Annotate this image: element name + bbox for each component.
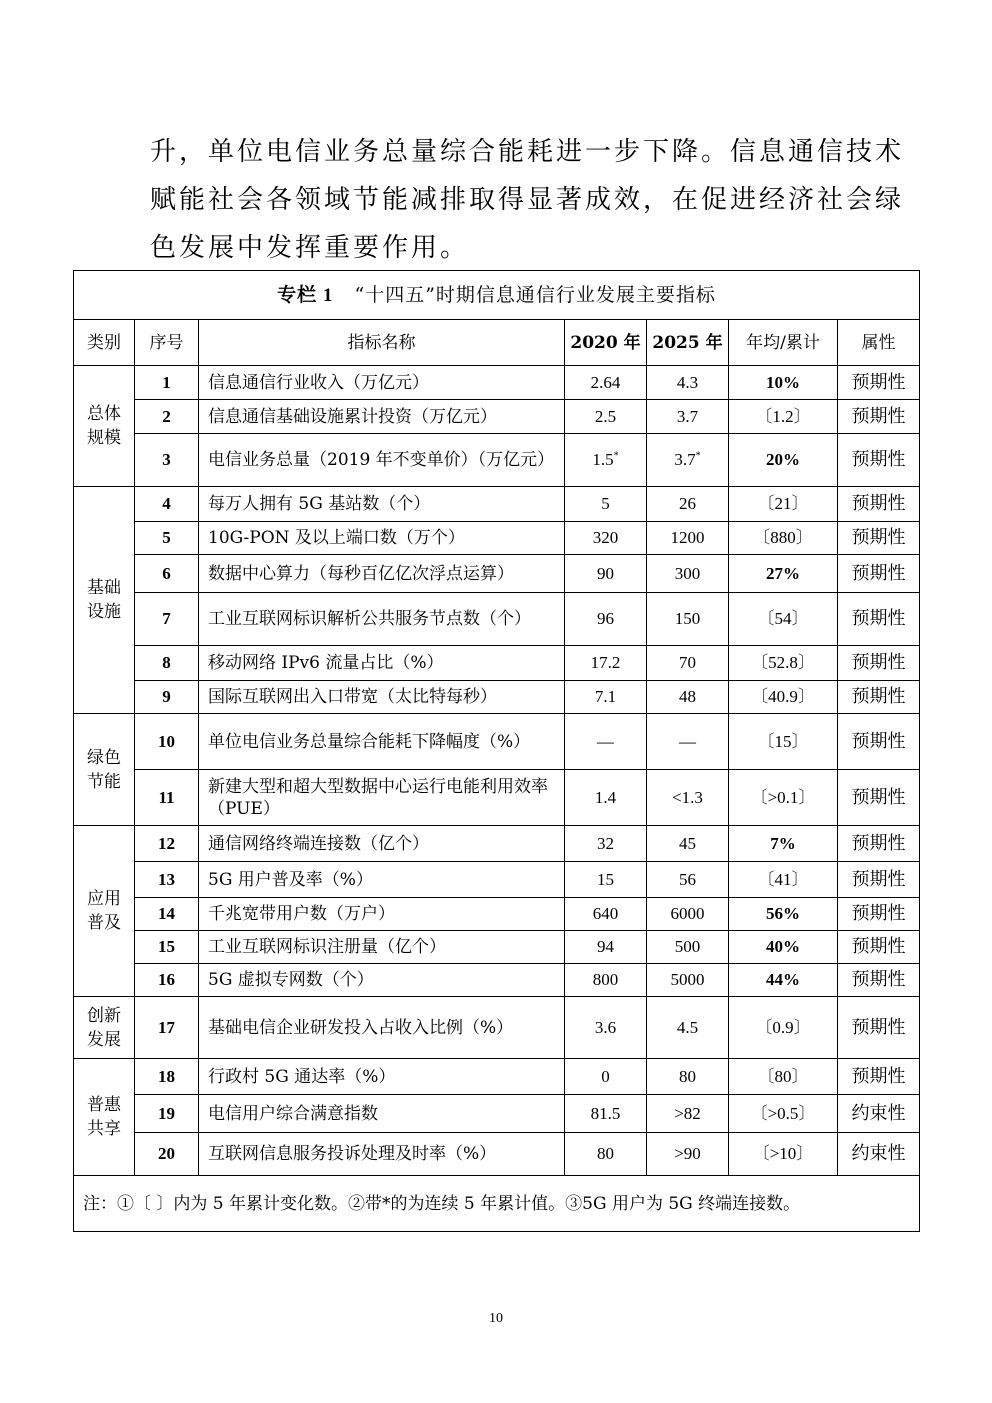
value-2025-cell: 3.7* <box>647 434 729 487</box>
attribute-cell: 预期性 <box>838 898 920 931</box>
average-cell: 10% <box>729 366 838 400</box>
star-marker: * <box>695 450 701 462</box>
value-2025-cell: 70 <box>647 646 729 681</box>
value-2020-cell: 15 <box>565 862 647 898</box>
table-row <box>74 997 920 1059</box>
value-2020-cell: 800 <box>565 964 647 997</box>
table-row <box>74 487 920 522</box>
category-cell: 总体 规模 <box>74 366 135 487</box>
value-2025-cell: 26 <box>647 487 729 522</box>
category-cell: 基础 设施 <box>74 487 135 714</box>
attribute-cell: 预期性 <box>838 593 920 646</box>
value-2020-cell: 94 <box>565 931 647 964</box>
value-2025-cell: 4.3 <box>647 366 729 400</box>
value-2025-cell: 500 <box>647 931 729 964</box>
value-2025-cell: 3.7 <box>647 400 729 434</box>
attribute-cell: 预期性 <box>838 1059 920 1095</box>
index-cell: 18 <box>135 1059 199 1095</box>
index-cell: 15 <box>135 931 199 964</box>
index-cell: 6 <box>135 555 199 593</box>
index-cell: 3 <box>135 434 199 487</box>
index-cell: 5 <box>135 522 199 555</box>
table-row <box>74 1059 920 1095</box>
header-2020: 2020 年 <box>565 320 647 366</box>
paragraph-line: 升，单位电信业务总量综合能耗进一步下降。信息通信技术 <box>150 137 905 167</box>
average-cell: 〔1.2〕 <box>729 400 838 434</box>
value-2025-cell: 150 <box>647 593 729 646</box>
indicator-name-cell: 工业互联网标识注册量（亿个） <box>199 931 565 964</box>
attribute-cell: 预期性 <box>838 400 920 434</box>
value-2025-cell: 80 <box>647 1059 729 1095</box>
value-2020-cell: 17.2 <box>565 646 647 681</box>
average-cell: 〔>10〕 <box>729 1133 838 1176</box>
value-2020-cell: 0 <box>565 1059 647 1095</box>
attribute-cell: 预期性 <box>838 964 920 997</box>
table-row <box>74 555 920 593</box>
average-cell: 27% <box>729 555 838 593</box>
table-row <box>74 1095 920 1133</box>
table-row <box>74 681 920 714</box>
indicator-name-cell: 数据中心算力（每秒百亿亿次浮点运算） <box>199 555 565 593</box>
value-2020-cell: 2.64 <box>565 366 647 400</box>
table-title-text: “十四五”时期信息通信行业发展主要指标 <box>354 283 716 306</box>
attribute-cell: 预期性 <box>838 931 920 964</box>
indicator-name-cell: 5G 用户普及率（%） <box>199 862 565 898</box>
paragraph-line: 色发展中发挥重要作用。 <box>150 233 470 263</box>
value-2025-cell: 6000 <box>647 898 729 931</box>
indicator-name-cell: 新建大型和超大型数据中心运行电能利用效率（PUE） <box>199 770 565 826</box>
value-2020-cell: 5 <box>565 487 647 522</box>
table-row <box>74 1133 920 1176</box>
table-title-prefix: 专栏 1 <box>277 284 334 306</box>
index-cell: 2 <box>135 400 199 434</box>
table-row <box>74 366 920 400</box>
average-cell: 7% <box>729 826 838 862</box>
indicator-name-cell: 千兆宽带用户数（万户） <box>199 898 565 931</box>
average-cell: 〔80〕 <box>729 1059 838 1095</box>
attribute-cell: 预期性 <box>838 714 920 770</box>
table-row <box>74 826 920 862</box>
body-paragraph <box>150 128 905 272</box>
indicator-name-cell: 单位电信业务总量综合能耗下降幅度（%） <box>199 714 565 770</box>
value-2025-cell: 4.5 <box>647 997 729 1059</box>
attribute-cell: 预期性 <box>838 555 920 593</box>
indicator-name-cell: 国际互联网出入口带宽（太比特每秒） <box>199 681 565 714</box>
average-cell: 56% <box>729 898 838 931</box>
category-cell: 创新 发展 <box>74 997 135 1059</box>
value-2020-cell: 640 <box>565 898 647 931</box>
value-2020-cell: 7.1 <box>565 681 647 714</box>
table-row <box>74 646 920 681</box>
value-2020-cell: — <box>565 714 647 770</box>
value-2020-cell: 96 <box>565 593 647 646</box>
index-cell: 7 <box>135 593 199 646</box>
average-cell: 〔21〕 <box>729 487 838 522</box>
average-cell: 〔15〕 <box>729 714 838 770</box>
value-2025-cell: 1200 <box>647 522 729 555</box>
index-cell: 10 <box>135 714 199 770</box>
header-index: 序号 <box>135 320 199 366</box>
value-2020-cell: 32 <box>565 826 647 862</box>
value-2020-cell: 3.6 <box>565 997 647 1059</box>
page-number: 10 <box>489 1311 503 1326</box>
value-2025-cell: >90 <box>647 1133 729 1176</box>
attribute-cell: 预期性 <box>838 826 920 862</box>
index-cell: 13 <box>135 862 199 898</box>
value-2025-cell: 45 <box>647 826 729 862</box>
header-attribute: 属性 <box>838 320 920 366</box>
category-cell: 普惠 共享 <box>74 1059 135 1176</box>
attribute-cell: 预期性 <box>838 646 920 681</box>
index-cell: 19 <box>135 1095 199 1133</box>
indicator-name-cell: 互联网信息服务投诉处理及时率（%） <box>199 1133 565 1176</box>
index-cell: 20 <box>135 1133 199 1176</box>
value-2020-cell: 1.5* <box>565 434 647 487</box>
average-cell: 〔>0.1〕 <box>729 770 838 826</box>
header-average: 年均/累计 <box>729 320 838 366</box>
table-row <box>74 400 920 434</box>
header-category: 类别 <box>74 320 135 366</box>
table-title <box>74 271 920 320</box>
attribute-cell: 预期性 <box>838 681 920 714</box>
value-2025-cell: <1.3 <box>647 770 729 826</box>
category-cell: 绿色 节能 <box>74 714 135 826</box>
index-cell: 8 <box>135 646 199 681</box>
value-2020-cell: 80 <box>565 1133 647 1176</box>
table-row <box>74 964 920 997</box>
value-2025-cell: 56 <box>647 862 729 898</box>
value-2025-cell: >82 <box>647 1095 729 1133</box>
average-cell: 〔52.8〕 <box>729 646 838 681</box>
average-cell: 〔>0.5〕 <box>729 1095 838 1133</box>
average-cell: 〔41〕 <box>729 862 838 898</box>
indicator-name-cell: 电信业务总量（2019 年不变单价）（万亿元） <box>199 434 565 487</box>
index-cell: 16 <box>135 964 199 997</box>
indicator-name-cell: 移动网络 IPv6 流量占比（%） <box>199 646 565 681</box>
attribute-cell: 预期性 <box>838 434 920 487</box>
table-row <box>74 593 920 646</box>
attribute-cell: 约束性 <box>838 1133 920 1176</box>
attribute-cell: 预期性 <box>838 366 920 400</box>
average-cell: 〔40.9〕 <box>729 681 838 714</box>
value-2020-cell: 2.5 <box>565 400 647 434</box>
indicator-name-cell: 10G-PON 及以上端口数（万个） <box>199 522 565 555</box>
star-marker: * <box>613 450 619 462</box>
attribute-cell: 预期性 <box>838 487 920 522</box>
indicator-name-cell: 信息通信行业收入（万亿元） <box>199 366 565 400</box>
average-cell: 44% <box>729 964 838 997</box>
indicator-name-cell: 5G 虚拟专网数（个） <box>199 964 565 997</box>
attribute-cell: 预期性 <box>838 997 920 1059</box>
index-cell: 4 <box>135 487 199 522</box>
value-2020-cell: 81.5 <box>565 1095 647 1133</box>
value-2025-cell: 48 <box>647 681 729 714</box>
indicator-name-cell: 信息通信基础设施累计投资（万亿元） <box>199 400 565 434</box>
paragraph-line: 赋能社会各领域节能减排取得显著成效，在促进经济社会绿 <box>150 185 905 215</box>
attribute-cell: 预期性 <box>838 862 920 898</box>
table-row <box>74 434 920 487</box>
index-cell: 17 <box>135 997 199 1059</box>
table-row <box>74 931 920 964</box>
table-row <box>74 522 920 555</box>
average-cell: 〔0.9〕 <box>729 997 838 1059</box>
attribute-cell: 预期性 <box>838 522 920 555</box>
attribute-cell: 约束性 <box>838 1095 920 1133</box>
value-2025-cell: 300 <box>647 555 729 593</box>
average-cell: 40% <box>729 931 838 964</box>
value-2020-cell: 320 <box>565 522 647 555</box>
index-cell: 12 <box>135 826 199 862</box>
value-2025-cell: — <box>647 714 729 770</box>
attribute-cell: 预期性 <box>838 770 920 826</box>
value-2025-cell: 5000 <box>647 964 729 997</box>
header-name: 指标名称 <box>199 320 565 366</box>
value-2020-cell: 90 <box>565 555 647 593</box>
index-cell: 11 <box>135 770 199 826</box>
indicator-name-cell: 行政村 5G 通达率（%） <box>199 1059 565 1095</box>
table-row <box>74 862 920 898</box>
indicator-table <box>73 270 920 1232</box>
table-note: 注：①〔 〕内为 5 年累计变化数。②带*的为连续 5 年累计值。③5G 用户为 5G 终端连接数。 <box>74 1176 920 1232</box>
average-cell: 20% <box>729 434 838 487</box>
indicator-name-cell: 基础电信企业研发投入占收入比例（%） <box>199 997 565 1059</box>
average-cell: 〔880〕 <box>729 522 838 555</box>
indicator-name-cell: 电信用户综合满意指数 <box>199 1095 565 1133</box>
indicator-name-cell: 通信网络终端连接数（亿个） <box>199 826 565 862</box>
average-cell: 〔54〕 <box>729 593 838 646</box>
category-cell: 应用 普及 <box>74 826 135 997</box>
index-cell: 14 <box>135 898 199 931</box>
header-2025: 2025 年 <box>647 320 729 366</box>
table-row <box>74 898 920 931</box>
indicator-name-cell: 每万人拥有 5G 基站数（个） <box>199 487 565 522</box>
index-cell: 9 <box>135 681 199 714</box>
index-cell: 1 <box>135 366 199 400</box>
value-2020-cell: 1.4 <box>565 770 647 826</box>
table-row <box>74 770 920 826</box>
table-row <box>74 714 920 770</box>
indicator-name-cell: 工业互联网标识解析公共服务节点数（个） <box>199 593 565 646</box>
